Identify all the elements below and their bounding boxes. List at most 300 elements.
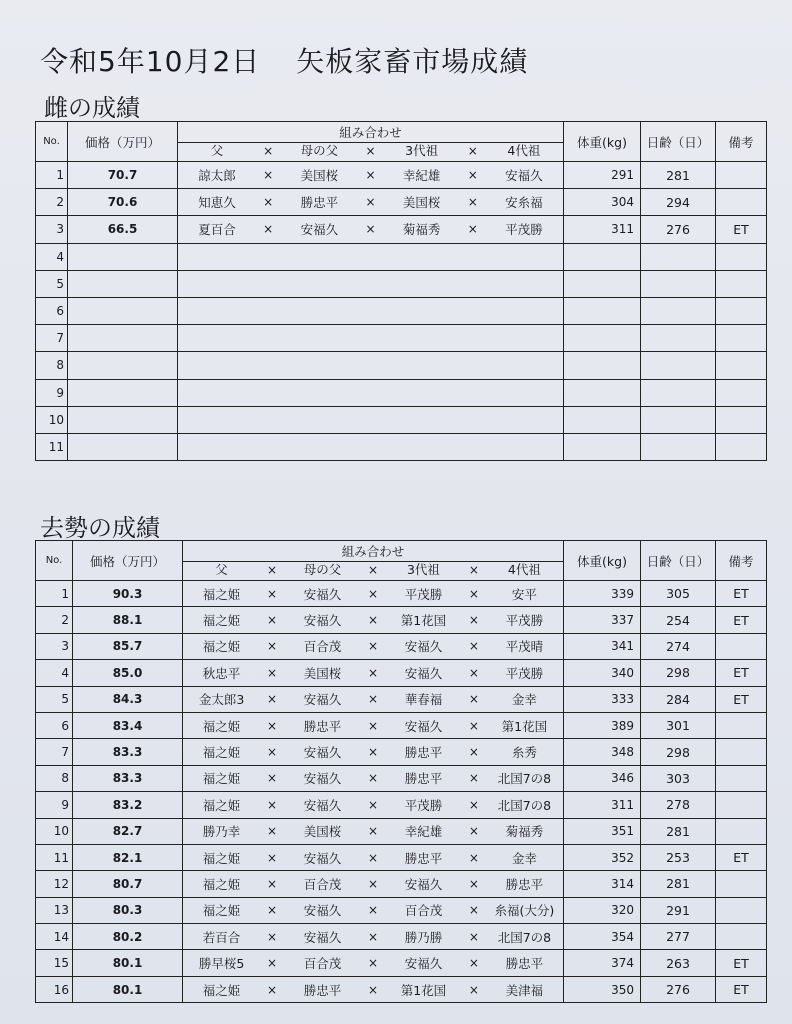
header-mothers-father: 母の父 [300,143,339,158]
row-no: 9 [36,792,73,818]
row-price [68,379,178,406]
combination-cells [178,193,563,211]
cross-mark: × [367,771,378,786]
combination-cells [183,981,563,999]
row-price: 82.7 [73,818,183,844]
steer-results-table [35,540,767,1003]
cross-mark: × [266,718,278,733]
row-no: 4 [36,243,68,270]
row-note [716,792,767,818]
row-age [641,243,716,270]
table-row [36,897,767,923]
header-weight: 体重(kg) [564,122,641,162]
cross-mark: × [467,144,478,158]
row-no: 16 [36,976,73,1002]
header-combination [183,541,564,581]
row-no: 3 [36,633,73,659]
row-age: 254 [641,607,716,633]
row-combination [183,950,564,976]
table-row [36,189,767,216]
header-price: 価格（万円） [68,122,178,162]
table-row [36,660,767,686]
cross-mark: × [266,692,278,707]
cross-mark: × [367,956,378,971]
row-note [716,379,767,406]
cross-mark: × [367,639,378,654]
cross-mark: × [266,982,278,997]
cross-mark: × [467,222,478,237]
third-ancestor-name: 幸紀雄 [402,168,441,184]
row-combination [183,633,564,659]
third-ancestor-name: 安福久 [404,876,443,892]
row-age: 298 [641,660,716,686]
mothers-father-name: 勝忠平 [303,982,342,998]
third-ancestor-name: 華春福 [404,692,443,708]
row-age [641,270,716,297]
row-combination [183,871,564,897]
row-weight: 304 [564,189,641,216]
mothers-father-name: 百合茂 [303,876,342,892]
row-no: 9 [36,379,68,406]
row-weight: 352 [564,844,641,870]
row-combination [178,352,564,379]
cross-mark: × [367,563,378,577]
fourth-ancestor-name: 第1花国 [501,718,548,734]
father-name: 福之姫 [202,797,241,813]
fourth-ancestor-name: 北国7の8 [497,771,552,787]
father-name: 勝乃幸 [202,824,241,840]
row-price: 83.2 [73,792,183,818]
row-age: 274 [641,633,716,659]
row-combination [178,243,564,270]
row-weight: 341 [564,633,641,659]
cross-mark: × [468,824,479,839]
cross-mark: × [468,797,479,812]
row-no: 1 [36,162,68,189]
table-header-row [36,541,767,581]
table-row [36,739,767,765]
table-row [36,924,767,950]
row-combination [178,189,564,216]
cross-mark: × [367,665,378,680]
row-no: 7 [36,325,68,352]
row-weight [564,270,641,297]
cross-mark: × [468,745,479,760]
row-price: 80.2 [73,924,183,950]
table-row [36,325,767,352]
mothers-father-name: 勝忠平 [300,195,339,211]
row-weight: 291 [564,162,641,189]
row-combination [178,325,564,352]
third-ancestor-name: 第1花国 [400,613,447,629]
header-no: No. [36,122,68,162]
row-price: 80.7 [73,871,183,897]
row-note: ET [716,686,767,712]
row-weight: 314 [564,871,641,897]
mothers-father-name: 安福久 [303,771,342,787]
row-age: 281 [641,162,716,189]
row-combination [183,765,564,791]
father-name: 金太郎3 [198,692,245,708]
fourth-ancestor-name: 金幸 [511,850,537,866]
father-name: 若百合 [202,929,241,945]
header-age: 日齢（日） [641,541,716,581]
combination-cells [183,664,563,682]
fourth-ancestor-name: 勝忠平 [505,876,544,892]
row-age [641,379,716,406]
cross-mark: × [367,797,378,812]
cross-mark: × [266,876,278,891]
female-results-table [35,121,767,461]
cross-mark: × [468,903,479,918]
row-price [68,433,178,460]
page-title [40,40,528,80]
cross-mark: × [266,956,278,971]
third-ancestor-name: 勝乃勝 [404,929,443,945]
third-ancestor-name: 幸紀雄 [404,824,443,840]
row-weight: 333 [564,686,641,712]
row-weight: 351 [564,818,641,844]
combination-cells [183,901,563,919]
father-name: 福之姫 [202,745,241,761]
cross-mark: × [367,850,378,865]
father-name: 福之姫 [202,982,241,998]
row-note [716,297,767,324]
row-no: 11 [36,433,68,460]
row-note: ET [716,844,767,870]
row-age: 298 [641,739,716,765]
cross-mark: × [468,639,479,654]
cross-mark: × [468,692,479,707]
table-row [36,607,767,633]
row-price: 88.1 [73,607,183,633]
father-name: 秋忠平 [202,665,241,681]
father-name: 福之姫 [202,639,241,655]
row-price: 82.1 [73,844,183,870]
cross-mark: × [263,195,274,210]
cross-mark: × [263,144,274,158]
table-row [36,765,767,791]
fourth-ancestor-name: 平茂晴 [505,639,544,655]
row-no: 15 [36,950,73,976]
combination-cells [183,928,563,946]
fourth-ancestor-name: 安福久 [505,168,543,184]
third-ancestor-name: 菊福秀 [402,222,441,238]
row-note: ET [716,607,767,633]
row-age: 263 [641,950,716,976]
cross-mark: × [266,929,278,944]
row-no: 6 [36,712,73,738]
row-note [716,712,767,738]
row-age: 281 [641,871,716,897]
row-price [68,270,178,297]
cross-mark: × [367,824,378,839]
row-age [641,352,716,379]
table-row [36,792,767,818]
header-third-ancestor: 3代祖 [406,562,440,577]
row-note: ET [716,216,767,243]
third-ancestor-name: 安福久 [404,718,443,734]
cross-mark: × [266,771,278,786]
father-name: 福之姫 [202,771,241,787]
row-no: 2 [36,607,73,633]
row-combination [178,216,564,243]
table-row [36,270,767,297]
row-no: 11 [36,844,73,870]
cross-mark: × [468,876,479,891]
row-age: 291 [641,897,716,923]
row-age [641,325,716,352]
row-note [716,897,767,923]
row-price: 84.3 [73,686,183,712]
fourth-ancestor-name: 平茂勝 [505,613,544,629]
mothers-father-name: 安福久 [303,850,342,866]
third-ancestor-name: 安福久 [404,639,443,655]
row-weight: 389 [564,712,641,738]
fourth-ancestor-name: 菊福秀 [505,824,544,840]
cross-mark: × [266,745,278,760]
row-combination [183,818,564,844]
table-row [36,844,767,870]
combination-cells [183,796,563,814]
row-note [716,162,767,189]
date-label: 令和5年10月2日 [40,45,261,78]
combination-cells [183,743,563,761]
header-combination [178,122,564,162]
cross-mark: × [365,144,376,158]
row-age [641,406,716,433]
cross-mark: × [367,718,378,733]
fourth-ancestor-name: 安糸福 [505,195,543,211]
cross-mark: × [468,850,479,865]
row-price: 70.7 [68,162,178,189]
row-price: 85.7 [73,633,183,659]
third-ancestor-name: 勝忠平 [404,850,443,866]
fourth-ancestor-name: 安平 [511,586,537,602]
row-no: 13 [36,897,73,923]
row-weight [564,325,641,352]
fourth-ancestor-name: 糸福(大分) [494,903,555,919]
fourth-ancestor-name: 平茂勝 [505,222,543,238]
header-fourth-ancestor: 4代祖 [507,143,541,158]
table-row [36,243,767,270]
mothers-father-name: 安福久 [300,222,339,238]
row-combination [183,686,564,712]
father-name: 諒太郎 [198,168,236,184]
fourth-ancestor-name: 勝忠平 [505,956,544,972]
row-weight: 311 [564,792,641,818]
table-row [36,162,767,189]
row-note [716,243,767,270]
mothers-father-name: 安福久 [303,692,342,708]
cross-mark: × [367,745,378,760]
row-combination [183,924,564,950]
row-weight: 311 [564,216,641,243]
row-price: 90.3 [73,581,183,607]
row-combination [178,433,564,460]
fourth-ancestor-name: 北国7の8 [497,797,552,813]
market-name: 矢板家畜市場成績 [296,45,529,78]
row-combination [183,897,564,923]
table-row [36,871,767,897]
fourth-ancestor-name: 平茂勝 [505,665,544,681]
father-name: 勝早桜5 [198,956,245,972]
row-price [68,297,178,324]
row-note [716,352,767,379]
cross-mark: × [367,903,378,918]
cross-mark: × [468,982,479,997]
mothers-father-name: 美国桜 [303,824,342,840]
table-row [36,406,767,433]
combination-cells [183,717,563,735]
fourth-ancestor-name: 北国7の8 [497,929,552,945]
row-no: 10 [36,818,73,844]
father-name: 知恵久 [198,195,236,211]
header-fourth-ancestor: 4代祖 [507,562,541,577]
table-row [36,581,767,607]
row-age: 301 [641,712,716,738]
cross-mark: × [263,168,274,183]
row-note: ET [716,950,767,976]
row-note [716,325,767,352]
cross-mark: × [367,692,378,707]
row-price: 83.4 [73,712,183,738]
combination-cells [183,611,563,629]
row-weight: 374 [564,950,641,976]
table-row [36,379,767,406]
header-combination-title: 組み合わせ [178,124,563,143]
row-combination [178,162,564,189]
father-name: 福之姫 [202,876,241,892]
row-age: 276 [641,216,716,243]
cross-mark: × [467,168,478,183]
row-note [716,406,767,433]
mothers-father-name: 安福久 [303,929,342,945]
cross-mark: × [365,195,376,210]
mothers-father-name: 百合茂 [303,639,342,655]
row-weight: 350 [564,976,641,1002]
row-note: ET [716,660,767,686]
row-combination [183,660,564,686]
row-combination [183,976,564,1002]
row-combination [183,739,564,765]
header-price: 価格（万円） [73,541,183,581]
row-no: 2 [36,189,68,216]
father-name: 福之姫 [202,613,241,629]
row-combination [178,406,564,433]
row-age: 277 [641,924,716,950]
row-weight: 320 [564,897,641,923]
cross-mark: × [468,613,479,628]
table-row [36,712,767,738]
table-row [36,686,767,712]
cross-mark: × [468,563,479,577]
row-weight [564,406,641,433]
combination-cells [183,954,563,972]
row-age: 253 [641,844,716,870]
third-ancestor-name: 勝忠平 [404,771,443,787]
header-combination-title: 組み合わせ [183,543,563,562]
mothers-father-name: 安福久 [303,903,342,919]
cross-mark: × [266,824,278,839]
row-weight: 348 [564,739,641,765]
cross-mark: × [266,639,278,654]
row-note [716,189,767,216]
row-no: 8 [36,765,73,791]
combination-cells [183,585,563,603]
row-note: ET [716,976,767,1002]
cross-mark: × [468,665,479,680]
cross-mark: × [266,665,278,680]
combination-cells [183,849,563,867]
row-no: 5 [36,270,68,297]
row-price [68,352,178,379]
row-combination [178,270,564,297]
header-weight: 体重(kg) [564,541,641,581]
header-note: 備考 [716,541,767,581]
cross-mark: × [367,876,378,891]
female-section-title: 雌の成績 [44,94,140,122]
cross-mark: × [367,982,378,997]
row-note [716,433,767,460]
mothers-father-name: 美国桜 [303,665,342,681]
cross-mark: × [365,168,376,183]
row-age: 281 [641,818,716,844]
row-no: 1 [36,581,73,607]
third-ancestor-name: 平茂勝 [404,797,443,813]
row-no: 7 [36,739,73,765]
row-price [68,325,178,352]
row-age: 276 [641,976,716,1002]
row-no: 14 [36,924,73,950]
row-age: 278 [641,792,716,818]
row-age [641,433,716,460]
combination-cells [183,822,563,840]
row-price: 66.5 [68,216,178,243]
row-no: 8 [36,352,68,379]
row-combination [183,581,564,607]
cross-mark: × [365,222,376,237]
table-row [36,297,767,324]
table-row [36,216,767,243]
row-note [716,765,767,791]
father-name: 福之姫 [202,903,241,919]
third-ancestor-name: 美国桜 [402,195,441,211]
mothers-father-name: 美国桜 [300,168,339,184]
cross-mark: × [367,586,378,601]
row-price: 80.1 [73,950,183,976]
third-ancestor-name: 平茂勝 [404,586,443,602]
father-name: 福之姫 [202,850,241,866]
fourth-ancestor-name: 金幸 [511,692,537,708]
row-note [716,633,767,659]
header-combination-columns [183,562,563,578]
cross-mark: × [266,797,278,812]
row-combination [183,712,564,738]
row-combination [178,297,564,324]
combination-cells [183,875,563,893]
row-price: 83.3 [73,765,183,791]
row-age: 303 [641,765,716,791]
row-weight [564,297,641,324]
row-age: 305 [641,581,716,607]
row-age: 294 [641,189,716,216]
row-no: 5 [36,686,73,712]
row-weight [564,352,641,379]
mothers-father-name: 安福久 [303,797,342,813]
row-combination [183,792,564,818]
mothers-father-name: 安福久 [303,745,342,761]
